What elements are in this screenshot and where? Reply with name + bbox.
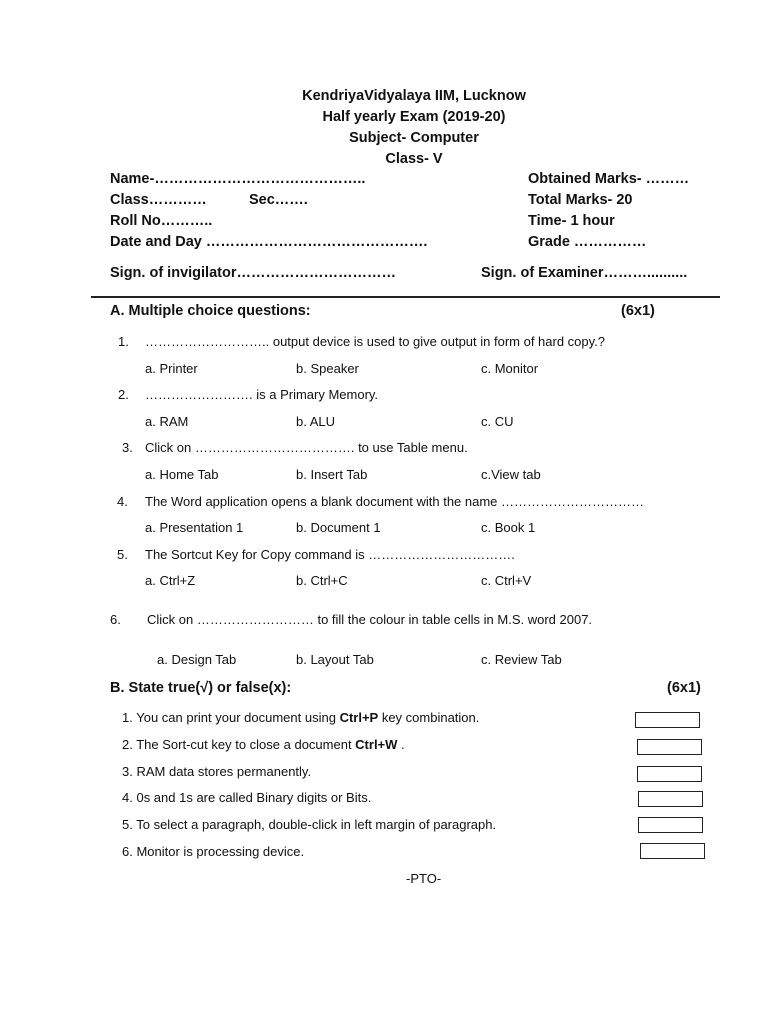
section-field: Sec……. (249, 192, 308, 208)
question-text: ……………………….. output device is used to give output in form of hard copy.? (145, 334, 606, 349)
answer-box[interactable] (638, 817, 703, 833)
statement (122, 737, 405, 752)
answer-box[interactable] (640, 843, 705, 859)
name-field: Name-…………………………………….. (110, 171, 366, 187)
section-a-title: A. Multiple choice questions: (110, 303, 311, 319)
question-number: 2. (118, 387, 129, 402)
option-b: b. Speaker (296, 361, 359, 376)
time-allowed: Time- 1 hour (528, 213, 615, 229)
statement (122, 710, 479, 725)
statement-shortcut: Ctrl+W (355, 737, 398, 752)
option-b: b. Ctrl+C (296, 573, 348, 588)
statement-shortcut: Ctrl+P (339, 710, 379, 725)
question-number: 4. (117, 494, 128, 509)
divider-line (91, 296, 720, 298)
class-title: Class- V (385, 151, 443, 167)
obtained-marks-field: Obtained Marks- ……… (528, 171, 690, 187)
class-field: Class………… (110, 192, 207, 208)
option-b: b. ALU (296, 414, 336, 429)
option-a: a. Design Tab (157, 652, 237, 667)
statement-text: 0s and 1s are called Binary digits or Bits. (136, 790, 372, 805)
question-number: 6. (110, 612, 121, 627)
answer-box[interactable] (635, 712, 700, 728)
answer-box[interactable] (637, 766, 702, 782)
statement-number: 5. (122, 817, 133, 832)
section-a-marks: (6x1) (621, 303, 655, 319)
answer-box[interactable] (637, 739, 702, 755)
invigilator-signature: Sign. of invigilator…………………………… (110, 265, 396, 281)
question-text: ……………………. is a Primary Memory. (145, 387, 379, 402)
option-a: a. Printer (145, 361, 198, 376)
question-text: Click on ……………………… to fill the colour in table cells in M.S. word 2007. (147, 612, 593, 627)
option-c: c. Book 1 (481, 520, 536, 535)
option-a: a. Presentation 1 (145, 520, 244, 535)
statement-text: Monitor is processing device. (136, 844, 305, 859)
option-c: c. Ctrl+V (481, 573, 532, 588)
statement-number: 3. (122, 764, 133, 779)
section-b-title: B. State true(√) or false(x): (110, 680, 292, 696)
option-b: b. Document 1 (296, 520, 381, 535)
statement-number: 1. (122, 710, 133, 725)
statement-text: To select a paragraph, double-click in left margin of paragraph. (136, 817, 497, 832)
statement-text: RAM data stores permanently. (136, 764, 312, 779)
question-number: 5. (117, 547, 128, 562)
statement-number: 4. (122, 790, 133, 805)
question-number: 3. (122, 440, 133, 455)
section-b-marks: (6x1) (667, 680, 701, 696)
statement-text: You can print your document using (136, 710, 340, 725)
statement (122, 844, 304, 859)
option-c: c. Monitor (481, 361, 539, 376)
question-number: 1. (118, 334, 129, 349)
statement (122, 817, 496, 832)
option-c: c. CU (481, 414, 514, 429)
school-name: KendriyaVidyalaya IIM, Lucknow (302, 88, 526, 104)
statement-number: 6. (122, 844, 133, 859)
statement-text-end: . (397, 737, 405, 752)
total-marks: Total Marks- 20 (528, 192, 633, 208)
option-c: c.View tab (481, 467, 541, 482)
option-c: c. Review Tab (481, 652, 562, 667)
statement-text: The Sort-cut key to close a document (136, 737, 356, 752)
question-text: Click on ………………………………. to use Table menu. (145, 440, 468, 455)
statement-number: 2. (122, 737, 133, 752)
answer-box[interactable] (638, 791, 703, 807)
grade-field: Grade …………… (528, 234, 647, 250)
option-a: a. Ctrl+Z (145, 573, 196, 588)
statement (122, 764, 311, 779)
option-a: a. Home Tab (145, 467, 219, 482)
roll-no-field: Roll No……….. (110, 213, 213, 229)
statement (122, 790, 371, 805)
option-a: a. RAM (145, 414, 189, 429)
examiner-signature: Sign. of Examiner……….......... (481, 265, 688, 281)
subject-title: Subject- Computer (349, 130, 479, 146)
page-footer: -PTO- (406, 871, 442, 886)
statement-text-end: key combination. (378, 710, 480, 725)
question-text: The Sortcut Key for Copy command is ……………………………. (145, 547, 515, 562)
option-b: b. Insert Tab (296, 467, 368, 482)
date-day-field: Date and Day ………………………………………. (110, 234, 428, 250)
option-b: b. Layout Tab (296, 652, 374, 667)
question-text: The Word application opens a blank document with the name …………………………… (145, 494, 645, 509)
exam-title: Half yearly Exam (2019-20) (322, 109, 506, 125)
